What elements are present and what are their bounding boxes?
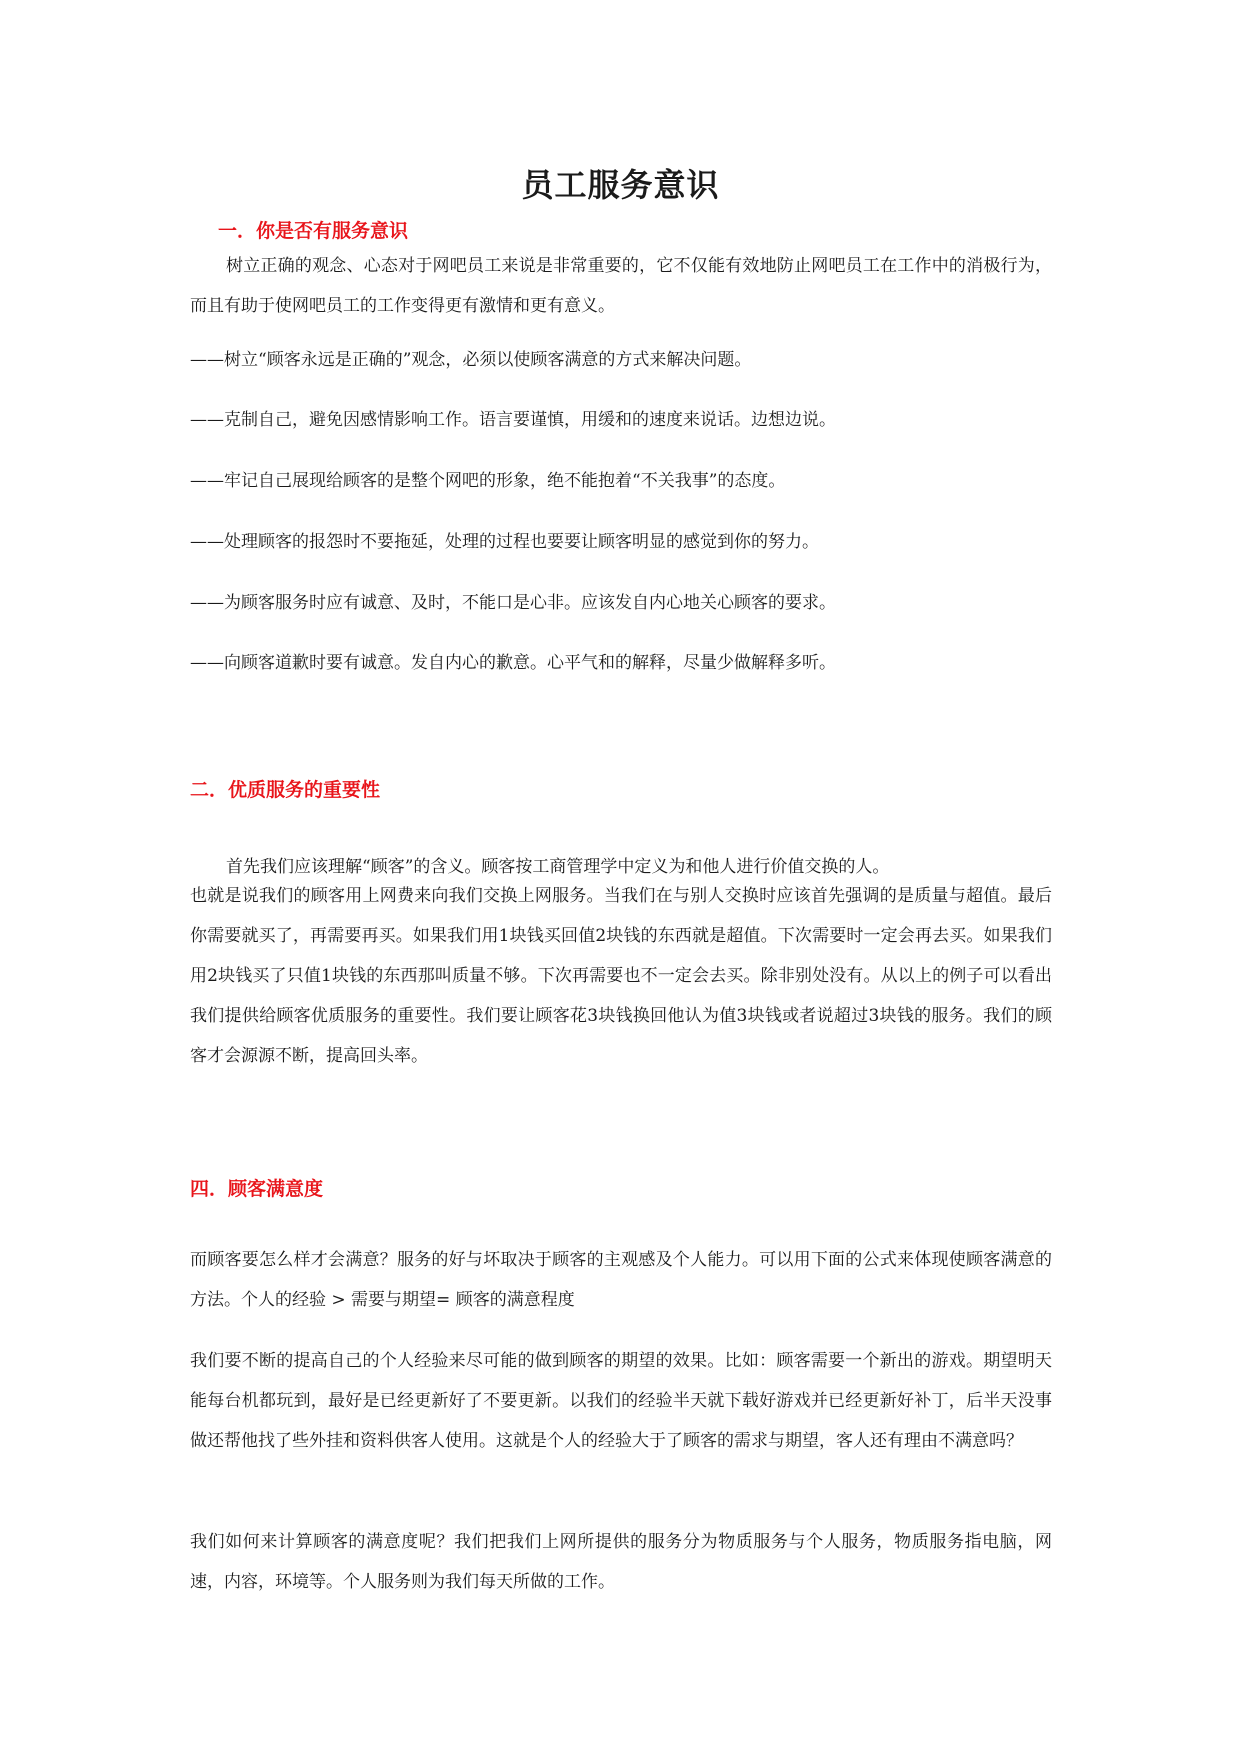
section4-para2: 我们要不断的提高自己的个人经验来尽可能的做到顾客的期望的效果。比如：顾客需要一个新出的游戏。期望明天能每台机都玩到，最好是已经更新好了不要更新。以我们的经验半天就下载好游戏并已经更新好补丁，后半天没事做还帮他找了些外挂和资料供客人使用。这就是个人的经验大于了顾客的需求与期望，客人还有理由不满意吗？	[190, 1351, 1052, 1451]
section1-item-6: ——向顾客道歉时要有诚意。发自内心的歉意。心平气和的解释，尽量少做解释多听。	[190, 653, 836, 673]
section2-heading: 二．优质服务的重要性	[190, 779, 381, 801]
section1-intro: 树立正确的观念、心态对于网吧员工来说是非常重要的，它不仅能有效地防止网吧员工在工作中的消极行为，而且有助于使网吧员工的工作变得更有激情和更有意义。	[190, 256, 1052, 316]
section2-line1: 首先我们应该理解“顾客”的含义。顾客按工商管理学中定义为和他人进行价值交换的人。	[226, 857, 890, 877]
section1-item-4: ——处理顾客的报怨时不要拖延，处理的过程也要要让顾客明显的感觉到你的努力。	[190, 532, 819, 552]
section1-item-2: ——克制自己，避免因感情影响工作。语言要谨慎，用缓和的速度来说话。边想边说。	[190, 410, 836, 430]
section1-heading: 一．你是否有服务意识	[218, 220, 409, 242]
section2-body: 也就是说我们的顾客用上网费来向我们交换上网服务。当我们在与别人交换时应该首先强调的是质量与超值。最后你需要就买了，再需要再买。如果我们用1块钱买回值2块钱的东西就是超值。下次需要时一定会再去买。如果我们用2块钱买了只值1块钱的东西那叫质量不够。下次再需要也不一定会去买。除非别处没有。从以上的例子可以看出我们提供给顾客优质服务的重要性。我们要让顾客花3块钱换回他认为值3块钱或者说超过3块钱的服务。我们的顾客才会源源不断，提高回头率。	[190, 886, 1052, 1066]
section1-item-5: ——为顾客服务时应有诚意、及时，不能口是心非。应该发自内心地关心顾客的要求。	[190, 593, 836, 613]
section1-item-3: ——牢记自己展现给顾客的是整个网吧的形象，绝不能抱着“不关我事”的态度。	[190, 471, 786, 491]
section4-para3: 我们如何来计算顾客的满意度呢？我们把我们上网所提供的服务分为物质服务与个人服务，物质服务指电脑，网速，内容，环境等。个人服务则为我们每天所做的工作。	[190, 1532, 1052, 1592]
section1-item-1: ——树立“顾客永远是正确的”观念，必须以使顾客满意的方式来解决问题。	[190, 350, 752, 370]
section4-para1: 而顾客要怎么样才会满意？服务的好与坏取决于顾客的主观感及个人能力。可以用下面的公式来体现使顾客满意的方法。个人的经验 > 需要与期望= 顾客的满意程度	[190, 1250, 1052, 1310]
section4-heading: 四．顾客满意度	[190, 1178, 324, 1200]
page-title: 员工服务意识	[521, 166, 720, 204]
